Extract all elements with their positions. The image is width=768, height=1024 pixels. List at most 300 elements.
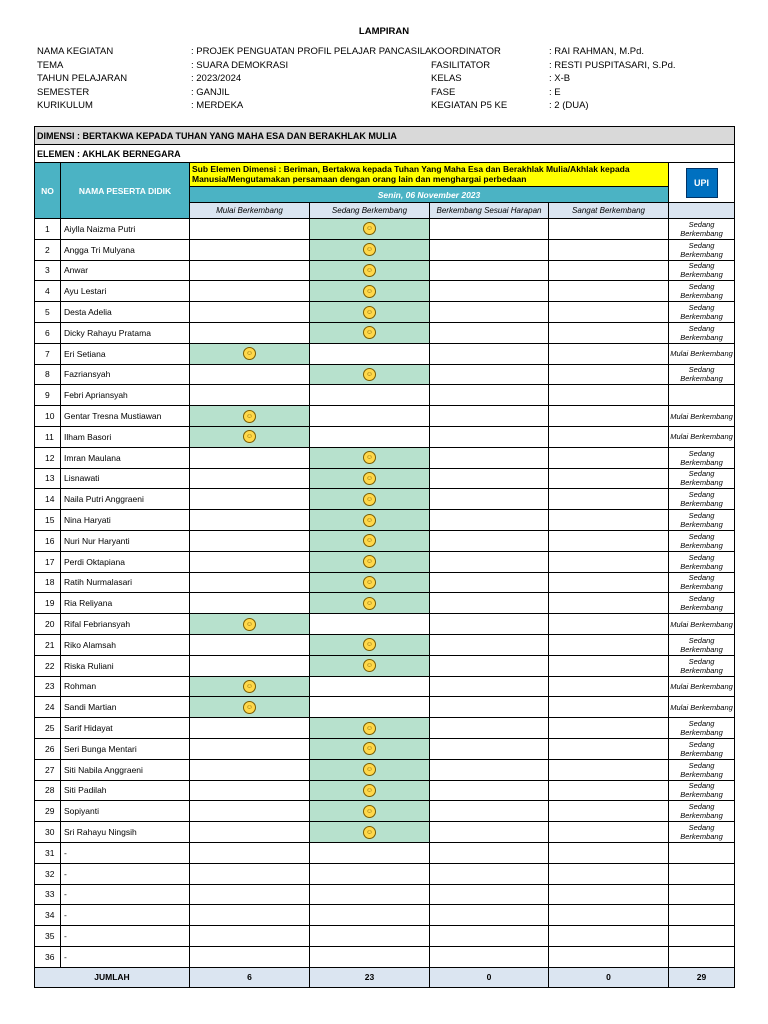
level-cell[interactable]	[430, 551, 549, 572]
level-cell[interactable]	[549, 530, 669, 551]
info-label: NAMA KEGIATAN	[37, 46, 114, 57]
result-cell: Sedang Berkembang	[669, 302, 735, 323]
level-cell[interactable]	[430, 281, 549, 302]
level-cell[interactable]	[310, 426, 430, 447]
student-name: -	[61, 905, 190, 926]
level-cell[interactable]	[310, 676, 430, 697]
level-cell[interactable]	[190, 447, 310, 468]
level-cell[interactable]	[190, 863, 310, 884]
level-cell[interactable]	[310, 468, 430, 489]
table-row	[35, 551, 735, 572]
level-cell[interactable]	[549, 801, 669, 822]
result-cell	[669, 905, 735, 926]
level-cell[interactable]	[430, 634, 549, 655]
level-cell[interactable]	[310, 530, 430, 551]
row-number: 1	[35, 219, 61, 240]
level-cell[interactable]	[549, 426, 669, 447]
result-cell: Sedang Berkembang	[669, 489, 735, 510]
smiley-icon: ☺	[363, 264, 376, 277]
table-row	[35, 738, 735, 759]
level-cell[interactable]	[430, 926, 549, 947]
student-name: Febri Apriansyah	[61, 385, 190, 406]
result-cell: Mulai Berkembang	[669, 676, 735, 697]
level-cell[interactable]	[190, 219, 310, 240]
level-cell[interactable]	[549, 593, 669, 614]
level-cell[interactable]	[190, 468, 310, 489]
smiley-icon: ☺	[363, 243, 376, 256]
level-cell[interactable]	[549, 385, 669, 406]
level-cell[interactable]	[430, 655, 549, 676]
table-row	[35, 239, 735, 260]
result-cell	[669, 946, 735, 967]
student-name: Siti Padilah	[61, 780, 190, 801]
row-number: 19	[35, 593, 61, 614]
level-cell[interactable]	[190, 530, 310, 551]
row-number: 23	[35, 676, 61, 697]
level-cell[interactable]	[310, 281, 430, 302]
result-cell: Sedang Berkembang	[669, 281, 735, 302]
row-number: 14	[35, 489, 61, 510]
row-number: 11	[35, 426, 61, 447]
result-cell: Sedang Berkembang	[669, 593, 735, 614]
student-name: Naila Putri Anggraeni	[61, 489, 190, 510]
table-row	[35, 801, 735, 822]
level-cell[interactable]	[430, 530, 549, 551]
level-cell[interactable]	[190, 842, 310, 863]
level-cell[interactable]	[430, 614, 549, 635]
info-label: SEMESTER	[37, 86, 90, 98]
info-label: TEMA	[37, 59, 64, 71]
student-name: Sopiyanti	[61, 801, 190, 822]
row-number: 28	[35, 780, 61, 801]
level-cell[interactable]	[310, 343, 430, 364]
smiley-icon: ☺	[363, 306, 376, 319]
total-value: 29	[669, 967, 735, 987]
level-cell[interactable]	[549, 676, 669, 697]
date-header: Senin, 06 November 2023	[190, 187, 669, 203]
level-cell[interactable]	[549, 447, 669, 468]
table-row	[35, 946, 735, 967]
level-cell[interactable]	[430, 260, 549, 281]
table-row	[35, 572, 735, 593]
level-cell[interactable]	[430, 510, 549, 531]
table-row	[35, 926, 735, 947]
row-number: 35	[35, 926, 61, 947]
student-name: Lisnawati	[61, 468, 190, 489]
smiley-icon: ☺	[363, 493, 376, 506]
level-cell[interactable]	[190, 614, 310, 635]
level-cell[interactable]	[430, 842, 549, 863]
student-name: Eri Setiana	[61, 343, 190, 364]
result-cell: Mulai Berkembang	[669, 614, 735, 635]
level-cell[interactable]	[190, 655, 310, 676]
level-cell[interactable]	[549, 738, 669, 759]
row-number: 3	[35, 260, 61, 281]
level-cell[interactable]	[430, 385, 549, 406]
result-cell: Sedang Berkembang	[669, 364, 735, 385]
page-title: LAMPIRAN	[358, 26, 410, 37]
student-name: Desta Adelia	[61, 302, 190, 323]
smiley-icon: ☺	[363, 368, 376, 381]
row-number: 36	[35, 946, 61, 967]
level-header: Berkembang Sesuai Harapan	[430, 203, 549, 219]
level-cell[interactable]	[310, 260, 430, 281]
result-cell: Sedang Berkembang	[669, 468, 735, 489]
level-cell[interactable]	[430, 426, 549, 447]
level-cell[interactable]	[310, 718, 430, 739]
level-cell[interactable]	[310, 946, 430, 967]
level-cell[interactable]	[310, 905, 430, 926]
level-cell[interactable]	[310, 634, 430, 655]
smiley-icon: ☺	[363, 763, 376, 776]
student-name: Ria Reliyana	[61, 593, 190, 614]
level-cell[interactable]	[549, 260, 669, 281]
smiley-icon: ☺	[363, 576, 376, 589]
level-cell[interactable]	[430, 489, 549, 510]
level-cell[interactable]	[190, 738, 310, 759]
level-cell[interactable]	[190, 364, 310, 385]
level-cell[interactable]	[310, 406, 430, 427]
student-name: Fazriansyah	[61, 364, 190, 385]
level-cell[interactable]	[549, 634, 669, 655]
info-label: KEGIATAN P5 KE	[431, 100, 508, 112]
level-cell[interactable]	[190, 926, 310, 947]
level-cell[interactable]	[190, 946, 310, 967]
smiley-icon: ☺	[363, 784, 376, 797]
table-row	[35, 468, 735, 489]
smiley-icon: ☺	[243, 410, 256, 423]
level-cell[interactable]	[310, 863, 430, 884]
smiley-icon: ☺	[363, 555, 376, 568]
level-cell[interactable]	[549, 239, 669, 260]
assessment-table	[34, 126, 735, 988]
result-cell: Sedang Berkembang	[669, 634, 735, 655]
level-cell[interactable]	[190, 572, 310, 593]
row-number: 8	[35, 364, 61, 385]
level-cell[interactable]	[549, 364, 669, 385]
table-row	[35, 884, 735, 905]
table-row	[35, 863, 735, 884]
smiley-icon: ☺	[243, 347, 256, 360]
smiley-icon: ☺	[243, 701, 256, 714]
level-cell[interactable]	[549, 489, 669, 510]
level-cell[interactable]	[430, 406, 549, 427]
level-cell[interactable]	[430, 905, 549, 926]
smiley-icon: ☺	[363, 285, 376, 298]
result-cell: Sedang Berkembang	[669, 447, 735, 468]
level-cell[interactable]	[430, 572, 549, 593]
smiley-icon: ☺	[363, 514, 376, 527]
level-cell[interactable]	[190, 884, 310, 905]
result-cell: Sedang Berkembang	[669, 718, 735, 739]
row-number: 20	[35, 614, 61, 635]
total-label: JUMLAH	[35, 967, 190, 987]
level-cell[interactable]	[430, 822, 549, 843]
level-cell[interactable]	[430, 863, 549, 884]
student-name: Ratih Nurmalasari	[61, 572, 190, 593]
level-cell[interactable]	[190, 697, 310, 718]
student-name: Sarif Hidayat	[61, 718, 190, 739]
level-cell[interactable]	[549, 780, 669, 801]
student-name: Anwar	[61, 260, 190, 281]
result-cell	[669, 385, 735, 406]
smiley-icon: ☺	[243, 430, 256, 443]
table-row	[35, 905, 735, 926]
level-cell[interactable]	[430, 468, 549, 489]
info-label: KURIKULUM	[37, 100, 93, 112]
smiley-icon: ☺	[363, 826, 376, 839]
student-name: Ayu Lestari	[61, 281, 190, 302]
level-cell[interactable]	[310, 759, 430, 780]
level-cell[interactable]	[310, 593, 430, 614]
row-number: 18	[35, 572, 61, 593]
level-cell[interactable]	[310, 614, 430, 635]
row-number: 22	[35, 655, 61, 676]
level-cell[interactable]	[190, 426, 310, 447]
student-name: Rohman	[61, 676, 190, 697]
level-cell[interactable]	[549, 946, 669, 967]
level-cell[interactable]	[549, 302, 669, 323]
result-cell	[669, 863, 735, 884]
level-cell[interactable]	[190, 322, 310, 343]
row-number: 32	[35, 863, 61, 884]
table-row	[35, 489, 735, 510]
level-cell[interactable]	[430, 343, 549, 364]
level-cell[interactable]	[310, 822, 430, 843]
level-cell[interactable]	[430, 593, 549, 614]
result-cell: Sedang Berkembang	[669, 239, 735, 260]
table-row	[35, 593, 735, 614]
smiley-icon: ☺	[243, 618, 256, 631]
level-cell[interactable]	[549, 572, 669, 593]
info-value: : RESTI PUSPITASARI, S.Pd.	[549, 59, 676, 71]
table-row	[35, 655, 735, 676]
level-cell[interactable]	[190, 260, 310, 281]
level-cell[interactable]	[310, 302, 430, 323]
row-number: 26	[35, 738, 61, 759]
level-cell[interactable]	[310, 884, 430, 905]
level-cell[interactable]	[190, 281, 310, 302]
level-cell[interactable]	[310, 447, 430, 468]
level-cell[interactable]	[190, 676, 310, 697]
level-cell[interactable]	[310, 239, 430, 260]
level-cell[interactable]	[549, 510, 669, 531]
level-cell[interactable]	[430, 322, 549, 343]
level-cell[interactable]	[430, 884, 549, 905]
table-row	[35, 260, 735, 281]
level-cell[interactable]	[430, 302, 549, 323]
level-cell[interactable]	[310, 385, 430, 406]
level-cell[interactable]	[310, 697, 430, 718]
level-cell[interactable]	[549, 822, 669, 843]
level-cell[interactable]	[190, 343, 310, 364]
level-cell[interactable]	[430, 239, 549, 260]
info-label: FASILITATOR	[431, 59, 491, 71]
level-cell[interactable]	[430, 697, 549, 718]
table-row	[35, 718, 735, 739]
student-name: -	[61, 926, 190, 947]
level-cell[interactable]	[549, 655, 669, 676]
level-cell[interactable]	[549, 219, 669, 240]
sub-elemen-header: Sub Elemen Dimensi : Beriman, Bertakwa kepada Tuhan Yang Maha Esa dan Berakhlak Mulia/Akhlak kepada Manusia/Mengutamakan persamaan dengan orang lain dan menghargai perbedaan	[190, 163, 669, 187]
student-name: Perdi Oktapiana	[61, 551, 190, 572]
level-cell[interactable]	[549, 759, 669, 780]
level-cell[interactable]	[549, 884, 669, 905]
level-cell[interactable]	[190, 759, 310, 780]
row-number: 27	[35, 759, 61, 780]
level-cell[interactable]	[549, 406, 669, 427]
level-cell[interactable]	[190, 801, 310, 822]
table-row	[35, 219, 735, 240]
row-number: 34	[35, 905, 61, 926]
level-cell[interactable]	[549, 863, 669, 884]
level-cell[interactable]	[190, 551, 310, 572]
level-cell[interactable]	[310, 801, 430, 822]
info-label: FASE	[431, 86, 456, 98]
level-cell[interactable]	[310, 572, 430, 593]
upi-blank	[669, 203, 735, 219]
result-cell: Mulai Berkembang	[669, 697, 735, 718]
total-row	[35, 967, 735, 987]
level-cell[interactable]	[190, 905, 310, 926]
row-number: 33	[35, 884, 61, 905]
result-cell: Sedang Berkembang	[669, 822, 735, 843]
student-name: Sandi Martian	[61, 697, 190, 718]
table-row	[35, 385, 735, 406]
result-cell	[669, 842, 735, 863]
student-name: -	[61, 842, 190, 863]
upi-header	[669, 163, 735, 203]
student-name: Aiylla Naizma Putri	[61, 219, 190, 240]
level-cell[interactable]	[549, 551, 669, 572]
level-cell[interactable]	[190, 718, 310, 739]
result-cell: Sedang Berkembang	[669, 219, 735, 240]
level-cell[interactable]	[310, 489, 430, 510]
result-cell: Sedang Berkembang	[669, 801, 735, 822]
student-name: -	[61, 884, 190, 905]
row-number: 31	[35, 842, 61, 863]
dimensi-row: DIMENSI : BERTAKWA KEPADA TUHAN YANG MAHA ESA DAN BERAKHLAK MULIA	[35, 127, 735, 145]
student-name: Siti Nabila Anggraeni	[61, 759, 190, 780]
level-cell[interactable]	[549, 697, 669, 718]
table-row	[35, 447, 735, 468]
level-cell[interactable]	[430, 780, 549, 801]
level-cell[interactable]	[430, 801, 549, 822]
level-cell[interactable]	[549, 322, 669, 343]
student-name: Dicky Rahayu Pratama	[61, 322, 190, 343]
smiley-icon: ☺	[363, 451, 376, 464]
upi-button[interactable]: UPI	[686, 168, 718, 198]
level-cell[interactable]	[310, 655, 430, 676]
level-cell[interactable]	[430, 759, 549, 780]
row-number: 30	[35, 822, 61, 843]
level-cell[interactable]	[430, 676, 549, 697]
info-value: : E	[549, 86, 561, 98]
level-cell[interactable]	[310, 842, 430, 863]
row-number: 6	[35, 322, 61, 343]
smiley-icon: ☺	[363, 472, 376, 485]
table-row	[35, 364, 735, 385]
level-header: Sangat Berkembang	[549, 203, 669, 219]
level-cell[interactable]	[190, 822, 310, 843]
level-cell[interactable]	[430, 946, 549, 967]
total-value: 0	[430, 967, 549, 987]
student-name: Ilham Basori	[61, 426, 190, 447]
student-name: Riska Ruliani	[61, 655, 190, 676]
level-cell[interactable]	[190, 634, 310, 655]
student-name: Riko Alamsah	[61, 634, 190, 655]
table-row	[35, 343, 735, 364]
level-cell[interactable]	[549, 468, 669, 489]
level-header: Sedang Berkembang	[310, 203, 430, 219]
level-cell[interactable]	[310, 551, 430, 572]
row-number: 5	[35, 302, 61, 323]
result-cell: Sedang Berkembang	[669, 551, 735, 572]
student-name: Sri Rahayu Ningsih	[61, 822, 190, 843]
level-cell[interactable]	[549, 343, 669, 364]
level-cell[interactable]	[549, 614, 669, 635]
level-cell[interactable]	[430, 219, 549, 240]
result-cell: Sedang Berkembang	[669, 572, 735, 593]
total-value: 6	[190, 967, 310, 987]
table-row	[35, 614, 735, 635]
level-cell[interactable]	[190, 780, 310, 801]
table-row	[35, 281, 735, 302]
level-header: Mulai Berkembang	[190, 203, 310, 219]
level-cell[interactable]	[430, 364, 549, 385]
level-cell[interactable]	[430, 718, 549, 739]
info-label: KOORDINATOR	[431, 46, 501, 57]
level-cell[interactable]	[190, 239, 310, 260]
info-value: : MERDEKA	[191, 100, 244, 112]
level-cell[interactable]	[190, 510, 310, 531]
level-cell[interactable]	[190, 385, 310, 406]
student-name: Angga Tri Mulyana	[61, 239, 190, 260]
level-cell[interactable]	[310, 322, 430, 343]
row-number: 29	[35, 801, 61, 822]
table-row	[35, 302, 735, 323]
level-cell[interactable]	[310, 364, 430, 385]
level-cell[interactable]	[549, 281, 669, 302]
smiley-icon: ☺	[363, 805, 376, 818]
level-cell[interactable]	[430, 738, 549, 759]
level-cell[interactable]	[310, 219, 430, 240]
level-cell[interactable]	[310, 926, 430, 947]
level-cell[interactable]	[190, 593, 310, 614]
smiley-icon: ☺	[363, 638, 376, 651]
level-cell[interactable]	[190, 302, 310, 323]
total-value: 23	[310, 967, 430, 987]
level-cell[interactable]	[190, 489, 310, 510]
level-cell[interactable]	[549, 926, 669, 947]
row-number: 12	[35, 447, 61, 468]
row-number: 13	[35, 468, 61, 489]
level-cell[interactable]	[549, 842, 669, 863]
table-row	[35, 822, 735, 843]
level-cell[interactable]	[310, 738, 430, 759]
level-cell[interactable]	[310, 510, 430, 531]
level-cell[interactable]	[549, 718, 669, 739]
total-value: 0	[549, 967, 669, 987]
level-cell[interactable]	[430, 447, 549, 468]
info-value: : X-B	[549, 73, 571, 85]
level-cell[interactable]	[310, 780, 430, 801]
row-number: 25	[35, 718, 61, 739]
row-number: 7	[35, 343, 61, 364]
info-value: : 2023/2024	[191, 73, 242, 85]
level-cell[interactable]	[549, 905, 669, 926]
level-cell[interactable]	[190, 406, 310, 427]
